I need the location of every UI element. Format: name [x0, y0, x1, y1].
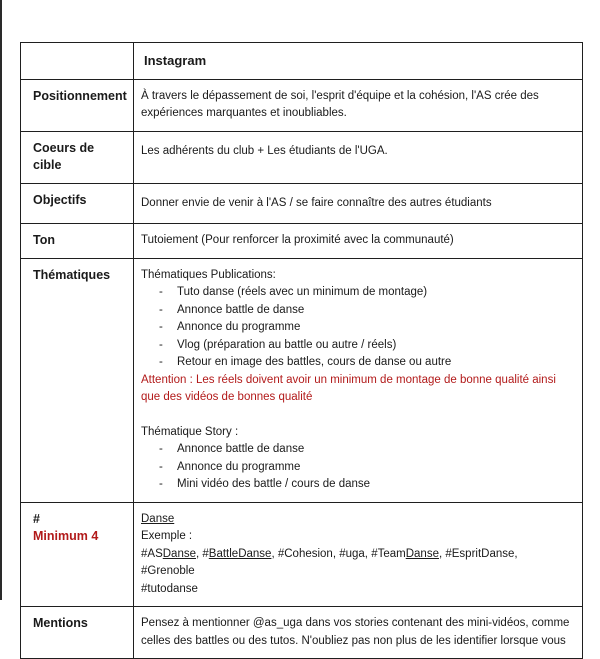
header-empty-cell — [21, 43, 134, 80]
page-edge-divider — [0, 0, 2, 600]
row-label: Objectifs — [21, 183, 134, 224]
hash-label: # — [33, 511, 40, 526]
hashtag-line — [141, 546, 574, 581]
row-label: Mentions — [21, 607, 134, 659]
list-item: - Annonce du programme — [159, 459, 574, 477]
hashtag-fragment: , #EspritDanse, #Grenoble — [141, 547, 518, 577]
list-item: - Annonce battle de danse — [159, 302, 574, 320]
row-label: Ton — [21, 224, 134, 259]
hashtag-fragment: Danse — [162, 547, 196, 560]
row-label — [21, 502, 134, 607]
row-value — [134, 502, 583, 607]
hashtag-fragment: Danse — [405, 547, 439, 560]
list-item: - Annonce battle de danse — [159, 441, 574, 459]
row-label: Coeurs de cible — [21, 131, 134, 183]
publications-list — [141, 284, 574, 372]
list-item: - Vlog (préparation au battle ou autre / réels) — [159, 337, 574, 355]
list-item: - Tuto danse (réels avec un minimum de montage) — [159, 284, 574, 302]
hashtag-fragment: , #Cohesion, #uga, #Team — [271, 547, 406, 560]
row-value: À travers le dépassement de soi, l'esprit d'équipe et la cohésion, l'AS crée des expériences marquantes et inoubliables. — [134, 79, 583, 131]
table-header-row — [21, 43, 583, 80]
row-hashtags — [21, 502, 583, 607]
list-item: - Retour en image des battles, cours de danse ou autre — [159, 354, 574, 372]
list-item: - Mini vidéo des battle / cours de danse — [159, 476, 574, 494]
row-value: Donner envie de venir à l'AS / se faire connaître des autres étudiants — [134, 183, 583, 224]
table-header-title: Instagram — [134, 43, 583, 80]
example-label: Exemple : — [141, 530, 193, 542]
attention-note: Attention : Les réels doivent avoir un minimum de montage de bonne qualité ainsi que des vidéos de bonnes qualité — [141, 373, 556, 403]
row-value: Les adhérents du club + Les étudiants de l'UGA. — [134, 131, 583, 183]
row-coeurs-de-cible — [21, 131, 583, 183]
row-label: Thématiques — [21, 258, 134, 502]
danse-link[interactable]: Danse — [141, 512, 175, 525]
hashtag-fragment: , # — [196, 547, 209, 560]
hashtag-line: #tutodanse — [141, 582, 198, 595]
list-item: - Annonce du programme — [159, 319, 574, 337]
row-value: Pensez à mentionner @as_uga dans vos stories contenant des mini-vidéos, comme celles des battles ou des tutos. N'oubliez pas non plus de les identifier lorsque vous — [134, 607, 583, 659]
row-value — [134, 258, 583, 502]
instagram-strategy-table — [20, 42, 583, 659]
spacer — [141, 407, 574, 424]
story-list — [141, 441, 574, 494]
hashtag-fragment: BattleDanse — [208, 547, 272, 560]
hashtag-fragment: #AS — [141, 547, 163, 560]
row-label: Positionnement — [21, 79, 134, 131]
publications-title: Thématiques Publications: — [141, 268, 276, 281]
story-title: Thématique Story : — [141, 425, 239, 438]
row-positionnement — [21, 79, 583, 131]
row-objectifs — [21, 183, 583, 224]
minimum-label: Minimum 4 — [33, 529, 99, 543]
row-mentions — [21, 607, 583, 659]
row-value: Tutoiement (Pour renforcer la proximité avec la communauté) — [134, 224, 583, 259]
row-ton — [21, 224, 583, 259]
row-thematiques — [21, 258, 583, 502]
